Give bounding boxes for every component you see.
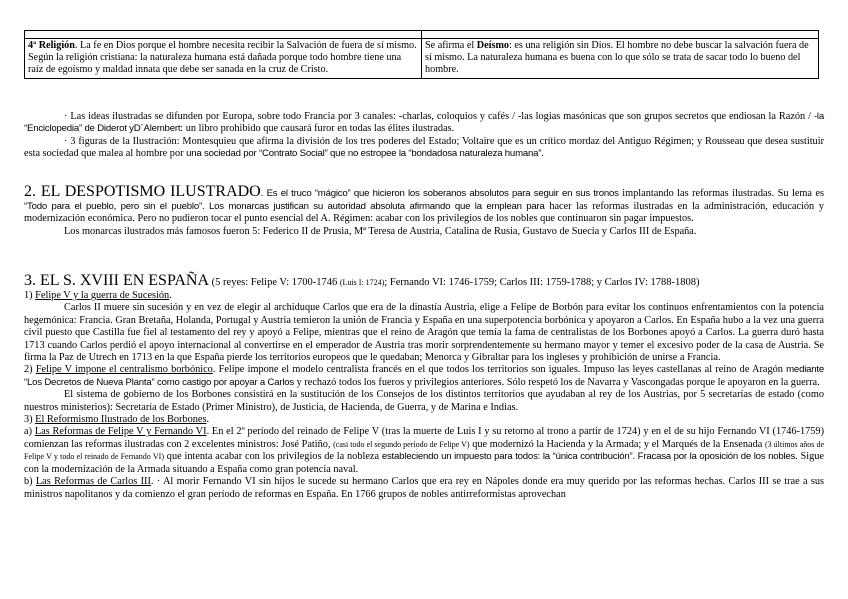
subsection-punct: . bbox=[206, 414, 210, 426]
deismo-text: : es una religión sin Dios. El hombre no debe buscar la salvación fuera de sí mismo. La naturaleza humana es buena con lo que sólo se trata de sacar todo lo bueno del hombre. bbox=[425, 40, 809, 76]
ideas-text: · 3 figuras de la Ilustración: Montesquieu que afirma la división de los tres poderes del Estado; Voltaire que es un crítico mordaz del Antiguo Régimen; y Rousseau que desea sustituir esta sociedad que malea al hombre por bbox=[24, 135, 824, 160]
ideas-section bbox=[24, 111, 824, 161]
religion-text: . La fe en Dios porque el hombre necesita recibir la Salvación de fuera de sí mismo. Según la religión cristiana: la naturaleza humana está dañada porque todo hombre tiene una raíz de egoísmo y maldad innata que debe ser sanada en la cruz de Cristo. bbox=[28, 40, 417, 76]
table-row bbox=[25, 39, 819, 79]
despotismo-motto: “Todo para el pueblo, pero sin el pueblo” bbox=[24, 201, 202, 212]
reyes-text: ; Fernando VI: 1746-1759; Carlos III: 1759-1788; y Carlos IV: 1788-1808) bbox=[384, 277, 700, 288]
ideas-text: : un libro prohibido que causará furor en todas las élites ilustradas. bbox=[180, 123, 455, 135]
centralismo-text: y rechazó todos los fueros y privilegios anteriores. Sólo respetó los de Navarra y Vascongadas porque le apoyaron en la guerra. bbox=[294, 376, 820, 388]
table-empty-cell-left bbox=[25, 31, 422, 39]
reformas-note: (3 últimos años de Felipe V y todo el reinado de Fernando VI) bbox=[24, 439, 824, 462]
despotismo-text: hacer las reformas ilustradas en la administración, educación y modernización económica. Pero no pudieron tocar el punto esencial del A. Régimen: acabar con los privilegios de los nobles que continuaron sin pagar impuestos. bbox=[24, 201, 824, 225]
reformas-felipe-paragraph bbox=[24, 426, 824, 476]
item-letter: a) bbox=[24, 426, 35, 438]
reformas-text: . En el 2º período del reinado de Felipe V (tras la muerte de Luis I y su retorno al trono a partir de 1724) y en el de su hijo Fernando VI (1746-1759) comienzan las reformas ilustradas con 2 excelentes ministros: José Patiño, bbox=[24, 426, 825, 450]
subsection-punct: . bbox=[169, 290, 172, 301]
deismo-prefix: Se afirma el bbox=[425, 40, 477, 51]
subsection-3-title bbox=[24, 414, 824, 426]
reformas-text: . Sigue con la modernización de la Armada situando a España como gran potencia naval. bbox=[24, 451, 824, 475]
religion-cell bbox=[25, 39, 422, 79]
sucesion-paragraph: Carlos II muere sin sucesión y en vez de elegir al archiduque Carlos que era de la dinastía Austria, elige a Felipe de Borbón para evitar los continuos enfrentamientos con la potencia hegemónica: Francia. Gran Bretaña, Holanda, Portugal y Austria temieron la unión de Francia y España en una superpotencia borbónica y apoyaron a Carlos. En España hubo a la vez una guerra civil puesto que Castilla fue fiel al testamento del rey y apoyó a Felipe, mientras que el reino de Aragón que temía la fama de centralistas de los Borbones apoyó a Carlos. La guerra duró hasta 1713 cuando Carlos perdió el apoyo internacional al convertirse en el emperador de Austria tras morir sorprendentemente su hermano mayor y temer el excesivo poder de la casa de Austria. Se firma la Paz de Utrech en 1713 en la que España pierde los territorios europeos que le quedaban; Menorca y Gibraltar para los ingleses y prohibición de unirse a Francia. bbox=[24, 302, 824, 364]
reformas-note: (casi todo el segundo período de Felipe V) bbox=[333, 439, 470, 449]
monarcas-paragraph: Los monarcas ilustrados más famosos fueron 5: Federico II de Prusia, Mª Teresa de Austria, Catalina de Rusia, Gustavo de Suecia y Carlos III de España. bbox=[64, 225, 697, 237]
item-letter: b) bbox=[24, 476, 36, 488]
ideas-text: · Las ideas ilustradas se difunden por Europa, sobre todo Francia por 3 canales: -charlas, coloquios y cafés / -las logias masónicas que son grupos secretos que endiosan la Razón / bbox=[64, 111, 814, 122]
item-title: Las Reformas de Felipe V y Fernando VI bbox=[34, 426, 207, 438]
ideas-paragraph-2 bbox=[24, 136, 824, 161]
table-empty-cell-right bbox=[422, 31, 819, 39]
centralismo-paragraph bbox=[24, 364, 824, 389]
section-heading-despotismo: 2. EL DESPOTISMO ILUSTRADO bbox=[24, 183, 261, 200]
subsection-number: 2) bbox=[24, 364, 36, 376]
reformas-carlos-paragraph bbox=[24, 476, 824, 501]
gobierno-paragraph: El sistema de gobierno de los Borbones consistirá en la sustitución de los Consejos de los distintos territorios que ayudaban al rey de los Austrias, por 5 secretarías de estado (como nuestros ministerios): Secretaría de Estado (Primer Ministro), de Justicia, de Hacienda, de Guerra, y de Marina e Indias. bbox=[24, 389, 824, 413]
subsection-number: 1) bbox=[24, 290, 36, 301]
ideas-paragraph-1 bbox=[24, 111, 824, 136]
centralismo-text: . Felipe impone el modelo centralista francés en el que todos los territorios son iguales. Impuso las leyes castellanas al reino de Aragón bbox=[212, 364, 787, 376]
reformas-text: que modernizó la Hacienda y la Armada; y el Marqués de la Ensenada bbox=[469, 438, 765, 450]
table-header-row bbox=[25, 31, 819, 39]
deismo-label: Deísmo bbox=[476, 40, 510, 51]
contrato-social-text: una sociedad por “Contrato Social” que no estropee la “bondadosa naturaleza humana”. bbox=[186, 148, 544, 160]
carlos-text: . · Al morir Fernando VI sin hijos le sucede su hermano Carlos que era rey en Nápoles donde era muy querido por las reformas hechas. Carlos III se trae a sus ministros napolitanos y da comienzo el gran período de reformas en España. En 1766 grupos de nobles antirreformistas aprovechan bbox=[24, 476, 824, 500]
subsection-title: Felipe V impone el centralismo borbónico bbox=[35, 364, 213, 376]
deismo-cell bbox=[422, 39, 819, 79]
comparison-table bbox=[24, 30, 819, 79]
despotismo-text: . Es el truco “mágico” que hicieron los soberanos absolutos para seguir en sus tronos bbox=[260, 188, 619, 199]
reyes-text: (5 reyes: Felipe V: 1700-1746 bbox=[209, 277, 340, 288]
item-title: Las Reformas de Carlos III bbox=[35, 476, 151, 488]
unica-contribucion-text: estableciendo un impuesto para todos: la “única contribución”. Fracasa por la oposición de los nobles bbox=[381, 451, 796, 463]
section-heading-espana: 3. EL S. XVIII EN ESPAÑA bbox=[24, 272, 210, 289]
subsection-title: Felipe V y la guerra de Sucesión bbox=[35, 290, 170, 301]
subsection-number: 3) bbox=[24, 414, 36, 426]
espana-section bbox=[24, 272, 824, 501]
despotismo-text: implantando las reformas ilustradas. Su lema es bbox=[618, 188, 825, 199]
despotismo-section bbox=[24, 183, 824, 238]
religion-label: 4ª Religión bbox=[28, 40, 75, 51]
enciclopedia-text: -la “Enciclopedia” de Diderot yD´Alembert bbox=[24, 111, 824, 135]
subsection-1-title bbox=[24, 290, 824, 302]
despotismo-text: . Los monarcas justifican su autoridad absoluta afirmando que la emplean para bbox=[201, 201, 545, 212]
nueva-planta-text: mediante “Los Decretos de Nueva Planta” como castigo por apoyar a Carlos bbox=[24, 364, 825, 388]
subsection-title: El Reformismo Ilustrado de los Borbones bbox=[35, 414, 207, 426]
reyes-small-text: (Luis I: 1724) bbox=[339, 278, 385, 287]
reformas-text: que intenta acabar con los privilegios de la nobleza bbox=[164, 451, 382, 463]
